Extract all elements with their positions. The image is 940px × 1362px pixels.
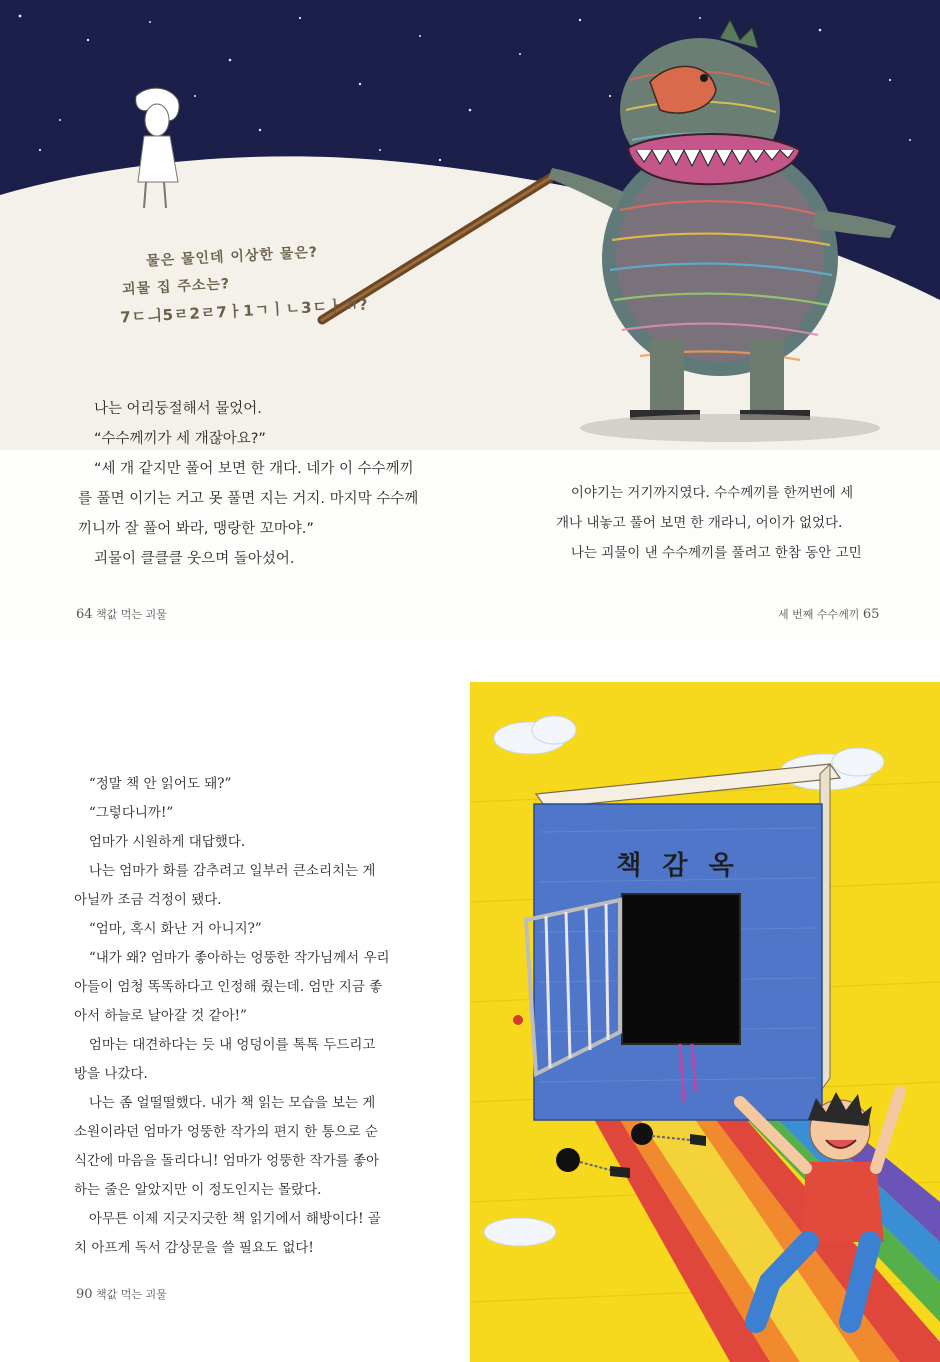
paragraph: 개나 내놓고 풀어 보면 한 개라니, 어이가 없었다. (556, 515, 843, 531)
paragraph: 하는 줄은 알았지만 이 정도인지는 몰랐다. (74, 1182, 322, 1198)
book-title: 책 감 옥 (616, 851, 740, 881)
paragraph: 아무튼 이제 지긋지긋한 책 읽기에서 해방이다! 골 (88, 1211, 381, 1227)
riddle-line-2: 괴물 집 주소는? (121, 276, 231, 298)
paragraph: “엄마, 혹시 화난 거 아니지?” (88, 921, 262, 937)
bottom-spread (0, 650, 940, 1362)
paragraph: “세 개 같지만 풀어 보면 한 개다. 네가 이 수수께끼 (93, 461, 414, 477)
riddle-line-3: 7ㄷㅢ5ㄹ2ㄹ7ㅏ1ㄱㅣㄴ3ㄷㅏㄲ? (119, 295, 370, 327)
paragraph: 나는 엄마가 화를 감추려고 일부러 큰소리치는 게 (88, 863, 376, 879)
paragraph: 나는 괴물이 낸 수수께끼를 풀려고 한참 동안 고민 (570, 545, 862, 561)
page-footer-left (76, 1286, 167, 1302)
paragraph: “그렇다니까!” (88, 805, 174, 821)
paragraph: 이야기는 거기까지였다. 수수께끼를 한꺼번에 세 (570, 485, 854, 501)
monster-illustration (0, 0, 940, 450)
paragraph: 치 아프게 독서 감상문을 쓸 필요도 없다! (74, 1240, 314, 1256)
paragraph: 나는 어리둥절해서 물었어. (93, 401, 262, 417)
page-number: 64 (76, 607, 93, 622)
paragraph: 아서 하늘로 날아갈 것 같아!” (74, 1008, 247, 1024)
page-number: 90 (76, 1287, 93, 1302)
paragraph: 를 풀면 이기는 거고 못 풀면 지는 거지. 마지막 수수께 (78, 491, 419, 507)
paragraph: “내가 왜? 엄마가 좋아하는 엉뚱한 작가님께서 우리 (88, 950, 390, 966)
paragraph: 아들이 엄청 똑똑하다고 인정해 줬는데. 엄만 지금 좋 (74, 979, 383, 995)
paragraph: 아닐까 조금 걱정이 됐다. (74, 892, 222, 908)
page-footer-right (778, 606, 879, 622)
page-number: 65 (862, 607, 880, 622)
page-footer-left (76, 606, 167, 622)
running-title: 책값 먹는 괴물 (96, 608, 167, 621)
running-title: 세 번째 수수께끼 (778, 608, 860, 621)
paragraph: 나는 좀 얼떨떨했다. 내가 책 읽는 모습을 보는 게 (88, 1095, 376, 1111)
paragraph: 엄마는 대견하다는 듯 내 엉덩이를 톡톡 두드리고 (88, 1037, 376, 1053)
paragraph: “수수께끼가 세 개잖아요?” (93, 431, 266, 447)
paragraph: 방을 나갔다. (74, 1066, 148, 1082)
bottom-left-page-text (74, 770, 394, 1263)
riddle-line-1: 물은 물인데 이상한 물은? (145, 244, 319, 270)
paragraph: 괴물이 클클클 웃으며 돌아섰어. (93, 551, 295, 567)
book-prison-illustration (470, 682, 940, 1362)
top-spread (0, 0, 940, 640)
paragraph: 엄마가 시원하게 대답했다. (88, 834, 246, 850)
paragraph: 식간에 마음을 돌리다니! 엄마가 엉뚱한 작가를 좋아 (74, 1153, 380, 1169)
left-page-text (78, 394, 428, 574)
paragraph: 끼니까 잘 풀어 봐라, 맹랑한 꼬마야.” (78, 521, 314, 537)
right-page-text (556, 478, 876, 568)
paragraph: “정말 책 안 읽어도 돼?” (88, 776, 232, 792)
running-title: 책값 먹는 괴물 (96, 1288, 167, 1301)
paragraph: 소원이라던 엄마가 엉뚱한 작가의 편지 한 통으로 순 (74, 1124, 378, 1140)
book-prison-icon (513, 764, 840, 1120)
